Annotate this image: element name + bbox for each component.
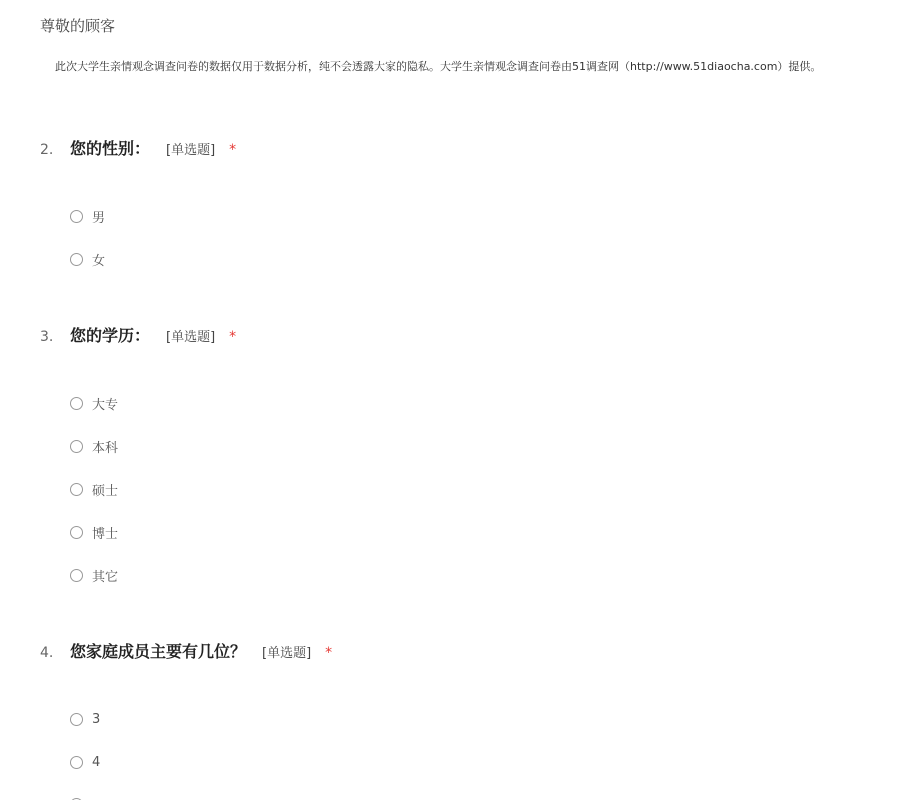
option-label: 大专 — [92, 397, 119, 413]
option-female[interactable] — [70, 249, 105, 269]
question-gender — [40, 136, 236, 159]
option-three[interactable] — [70, 709, 100, 729]
option-label: 硕士 — [92, 483, 119, 499]
option-label: 男 — [92, 210, 106, 226]
option-master[interactable] — [70, 479, 118, 499]
option-label: 3 — [92, 711, 101, 727]
question-education — [40, 323, 236, 346]
question-title: 您的性别： — [70, 139, 151, 158]
option-junior-college[interactable] — [70, 393, 118, 413]
greeting-heading: 尊敬的顾客 — [40, 17, 116, 35]
radio-button[interactable] — [70, 440, 83, 453]
intro-text: 此次大学生亲情观念调查问卷的数据仅用于数据分析，纯不会透露大家的隐私。大学生亲情观念调查问卷由51调查网（http://www.51diaocha.com）提供。 — [55, 60, 822, 73]
required-marker: * — [229, 329, 237, 345]
option-doctorate[interactable] — [70, 522, 118, 542]
option-label: 博士 — [92, 526, 119, 542]
question-number: 3. — [40, 329, 54, 345]
option-label: 女 — [92, 253, 106, 269]
question-type-tag: [单选题] — [262, 646, 312, 661]
radio-button[interactable] — [70, 756, 83, 769]
radio-button[interactable] — [70, 483, 83, 496]
question-title: 您家庭成员主要有几位？ — [70, 642, 247, 661]
radio-button[interactable] — [70, 526, 83, 539]
question-type-tag: [单选题] — [166, 330, 216, 345]
option-male[interactable] — [70, 206, 105, 226]
required-marker: * — [325, 645, 333, 661]
radio-button[interactable] — [70, 210, 83, 223]
radio-button[interactable] — [70, 713, 83, 726]
option-label: 其它 — [92, 569, 119, 585]
question-type-tag: [单选题] — [166, 143, 216, 158]
option-other[interactable] — [70, 565, 118, 585]
question-family-size — [40, 639, 332, 662]
radio-button[interactable] — [70, 397, 83, 410]
radio-button[interactable] — [70, 253, 83, 266]
question-number: 2. — [40, 142, 54, 158]
option-partial[interactable] — [70, 794, 92, 800]
question-number: 4. — [40, 645, 54, 661]
option-bachelor[interactable] — [70, 436, 118, 456]
option-label: 4 — [92, 754, 101, 770]
radio-button[interactable] — [70, 569, 83, 582]
question-title: 您的学历： — [70, 326, 151, 345]
option-label: 本科 — [92, 440, 119, 456]
option-four[interactable] — [70, 752, 100, 772]
required-marker: * — [229, 142, 237, 158]
